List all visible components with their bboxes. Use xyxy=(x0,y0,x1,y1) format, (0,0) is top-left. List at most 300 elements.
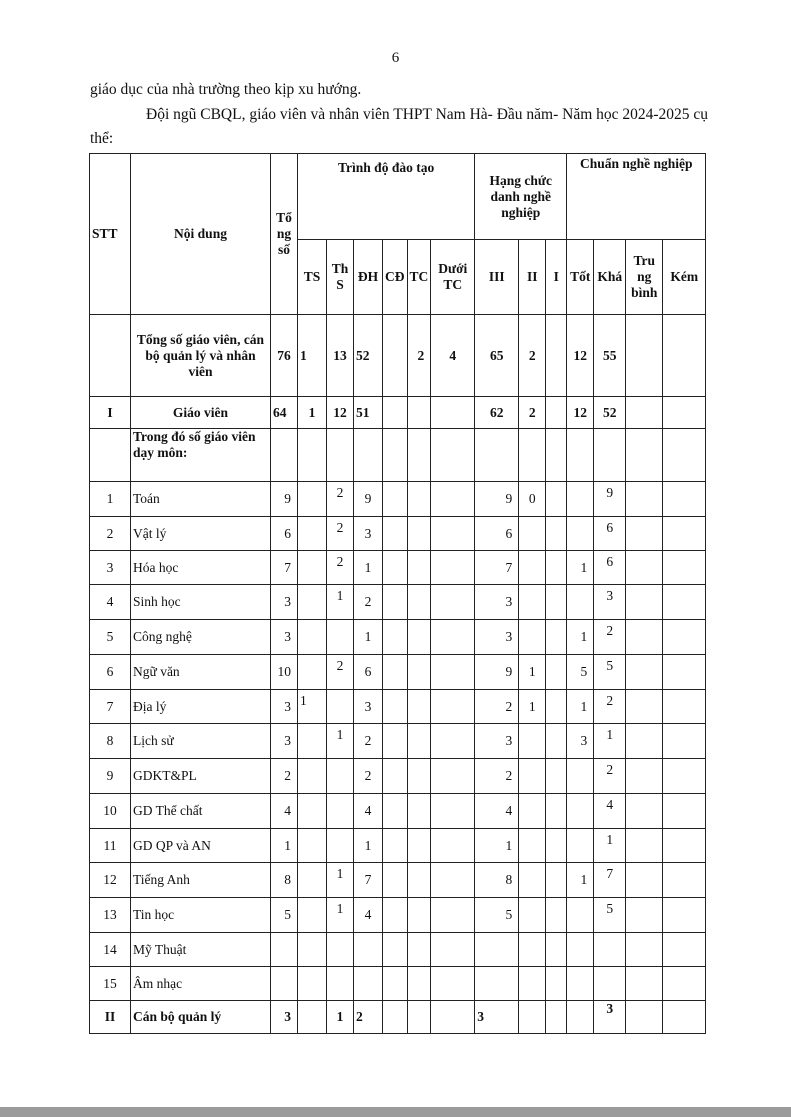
cell-stt: 10 xyxy=(90,794,131,829)
summary-fair: 55 xyxy=(594,315,626,397)
cell-total: 7 xyxy=(271,551,298,585)
cell-total: 2 xyxy=(271,759,298,794)
cell-dh: 1 xyxy=(354,551,383,585)
cell-stt: 13 xyxy=(90,898,131,933)
cell-ths: 2 xyxy=(327,482,354,517)
cell-r2 xyxy=(519,551,546,585)
cell-r3: 2 xyxy=(475,690,519,724)
cell-r3: 9 xyxy=(475,655,519,690)
header-tc: TC xyxy=(407,240,431,315)
managers-ts xyxy=(298,1001,327,1034)
table-row xyxy=(90,724,706,759)
cell-weak xyxy=(663,933,706,967)
teachers-dh: 51 xyxy=(354,397,383,429)
summary-ts: 1 xyxy=(298,315,327,397)
teachers-label: Giáo viên xyxy=(131,397,271,429)
cell-tc xyxy=(407,585,431,620)
header-good: Tốt xyxy=(567,240,594,315)
cell-r1 xyxy=(546,863,567,898)
cell-ths xyxy=(327,829,354,863)
managers-weak xyxy=(663,1001,706,1034)
cell-fair: 3 xyxy=(594,585,626,620)
cell-cd xyxy=(383,863,408,898)
table-row xyxy=(90,482,706,517)
cell-r3: 3 xyxy=(475,724,519,759)
cell-cd xyxy=(383,898,408,933)
cell-stt: 9 xyxy=(90,759,131,794)
cell-ths xyxy=(327,967,354,1001)
header-rank-group: Hạng chức danh nghề nghiệp xyxy=(475,154,567,240)
cell-dh xyxy=(354,933,383,967)
cell-weak xyxy=(663,829,706,863)
cell-tc xyxy=(407,551,431,585)
cell-stt: 2 xyxy=(90,517,131,551)
cell-tc xyxy=(407,620,431,655)
cell-ths: 1 xyxy=(327,585,354,620)
cell-ts xyxy=(298,863,327,898)
cell-r2: 1 xyxy=(519,655,546,690)
cell-r3 xyxy=(475,967,519,1001)
summary-dh: 52 xyxy=(354,315,383,397)
cell-total: 3 xyxy=(271,585,298,620)
cell-weak xyxy=(663,482,706,517)
cell-below-tc xyxy=(431,620,475,655)
table-row xyxy=(90,585,706,620)
header-stt: STT xyxy=(90,154,131,315)
cell-good: 1 xyxy=(567,863,594,898)
cell-cd xyxy=(383,517,408,551)
cell-fair: 2 xyxy=(594,620,626,655)
cell-cd xyxy=(383,620,408,655)
cell-name: Công nghệ xyxy=(131,620,271,655)
cell-ts xyxy=(298,724,327,759)
cell-name: GD QP và AN xyxy=(131,829,271,863)
table-row xyxy=(90,655,706,690)
cell-r1 xyxy=(546,898,567,933)
cell-cd xyxy=(383,482,408,517)
cell-name: Âm nhạc xyxy=(131,967,271,1001)
cell-fair: 2 xyxy=(594,759,626,794)
managers-avg xyxy=(626,1001,663,1034)
cell-fair: 6 xyxy=(594,517,626,551)
cell-name: Lịch sử xyxy=(131,724,271,759)
cell-avg xyxy=(626,655,663,690)
teachers-rank-2: 2 xyxy=(519,397,546,429)
teachers-fair: 52 xyxy=(594,397,626,429)
cell-fair: 2 xyxy=(594,690,626,724)
table-row xyxy=(90,690,706,724)
cell-stt: 14 xyxy=(90,933,131,967)
cell-avg xyxy=(626,620,663,655)
cell-ts xyxy=(298,517,327,551)
cell-avg xyxy=(626,759,663,794)
cell-r1 xyxy=(546,724,567,759)
cell-below-tc xyxy=(431,759,475,794)
cell-r2 xyxy=(519,759,546,794)
cell-fair: 6 xyxy=(594,551,626,585)
subject-intro: Trong đó số giáo viên dạy môn: xyxy=(131,429,271,482)
cell-r2 xyxy=(519,967,546,1001)
cell-avg xyxy=(626,829,663,863)
cell-total: 4 xyxy=(271,794,298,829)
header-cd: CĐ xyxy=(383,240,408,315)
cell-below-tc xyxy=(431,517,475,551)
cell-r1 xyxy=(546,759,567,794)
cell-below-tc xyxy=(431,863,475,898)
managers-dh: 2 xyxy=(354,1001,383,1034)
summary-rank-3: 65 xyxy=(475,315,519,397)
cell-r2 xyxy=(519,724,546,759)
cell-stt: 7 xyxy=(90,690,131,724)
cell-good xyxy=(567,967,594,1001)
cell-r1 xyxy=(546,655,567,690)
cell-good: 1 xyxy=(567,620,594,655)
table-row xyxy=(90,759,706,794)
cell-name: Ngữ văn xyxy=(131,655,271,690)
cell-cd xyxy=(383,690,408,724)
cell-tc xyxy=(407,933,431,967)
cell-stt: 8 xyxy=(90,724,131,759)
cell-below-tc xyxy=(431,967,475,1001)
header-rank-1: I xyxy=(546,240,567,315)
summary-weak xyxy=(663,315,706,397)
managers-rank-2 xyxy=(519,1001,546,1034)
cell-tc xyxy=(407,517,431,551)
cell-tc xyxy=(407,690,431,724)
cell-ts xyxy=(298,585,327,620)
table-row xyxy=(90,829,706,863)
teachers-below-tc xyxy=(431,397,475,429)
cell-ths: 2 xyxy=(327,517,354,551)
cell-tc xyxy=(407,967,431,1001)
cell-avg xyxy=(626,898,663,933)
managers-rank-1 xyxy=(546,1001,567,1034)
cell-weak xyxy=(663,724,706,759)
cell-r1 xyxy=(546,794,567,829)
cell-ts xyxy=(298,898,327,933)
cell-good xyxy=(567,517,594,551)
cell-stt: 1 xyxy=(90,482,131,517)
cell-dh xyxy=(354,967,383,1001)
header-training-group: Trình độ đào tạo xyxy=(298,154,475,240)
cell-tc xyxy=(407,898,431,933)
cell-cd xyxy=(383,829,408,863)
cell-weak xyxy=(663,585,706,620)
summary-label: Tổng số giáo viên, cán bộ quản lý và nhân viên xyxy=(131,315,271,397)
cell-weak xyxy=(663,794,706,829)
cell-good xyxy=(567,482,594,517)
table-row xyxy=(90,551,706,585)
cell-dh: 4 xyxy=(354,794,383,829)
cell-r2 xyxy=(519,585,546,620)
summary-rank-2: 2 xyxy=(519,315,546,397)
cell-dh: 9 xyxy=(354,482,383,517)
cell-below-tc xyxy=(431,829,475,863)
cell-total: 6 xyxy=(271,517,298,551)
cell-fair: 9 xyxy=(594,482,626,517)
cell-tc xyxy=(407,829,431,863)
cell-r3: 4 xyxy=(475,794,519,829)
cell-r3: 8 xyxy=(475,863,519,898)
cell-weak xyxy=(663,863,706,898)
header-below-tc: Dưới TC xyxy=(431,240,475,315)
cell-weak xyxy=(663,898,706,933)
cell-below-tc xyxy=(431,690,475,724)
cell-dh: 6 xyxy=(354,655,383,690)
summary-below-tc: 4 xyxy=(431,315,475,397)
managers-ths: 1 xyxy=(327,1001,354,1034)
managers-total: 3 xyxy=(271,1001,298,1034)
cell-total: 3 xyxy=(271,620,298,655)
cell-stt: 5 xyxy=(90,620,131,655)
cell-fair: 7 xyxy=(594,863,626,898)
summary-row xyxy=(90,315,706,397)
header-total: Tổ ng số xyxy=(271,154,298,315)
table-row xyxy=(90,898,706,933)
cell-r2: 1 xyxy=(519,690,546,724)
header-standard-group: Chuẩn nghề nghiệp xyxy=(567,154,706,240)
cell-r1 xyxy=(546,933,567,967)
cell-below-tc xyxy=(431,933,475,967)
cell-total xyxy=(271,933,298,967)
cell-fair xyxy=(594,967,626,1001)
cell-dh: 3 xyxy=(354,517,383,551)
cell-ths xyxy=(327,933,354,967)
cell-weak xyxy=(663,655,706,690)
cell-fair xyxy=(594,933,626,967)
header-rank-3: III xyxy=(475,240,519,315)
cell-ts xyxy=(298,759,327,794)
cell-ths: 2 xyxy=(327,655,354,690)
cell-below-tc xyxy=(431,655,475,690)
subject-rows xyxy=(90,482,706,1001)
cell-tc xyxy=(407,482,431,517)
cell-r2 xyxy=(519,620,546,655)
cell-name: Mỹ Thuật xyxy=(131,933,271,967)
cell-weak xyxy=(663,517,706,551)
managers-fair: 3 xyxy=(594,1001,626,1034)
cell-dh: 1 xyxy=(354,620,383,655)
teachers-weak xyxy=(663,397,706,429)
cell-weak xyxy=(663,620,706,655)
cell-below-tc xyxy=(431,585,475,620)
cell-stt: 15 xyxy=(90,967,131,1001)
header-ths: Th S xyxy=(327,240,354,315)
cell-r3: 1 xyxy=(475,829,519,863)
cell-name: GDKT&PL xyxy=(131,759,271,794)
cell-ts xyxy=(298,655,327,690)
cell-good: 5 xyxy=(567,655,594,690)
cell-ts xyxy=(298,967,327,1001)
cell-tc xyxy=(407,724,431,759)
cell-good xyxy=(567,898,594,933)
table-row xyxy=(90,794,706,829)
table-row xyxy=(90,620,706,655)
cell-ts xyxy=(298,933,327,967)
header-dh: ĐH xyxy=(354,240,383,315)
cell-ths: 1 xyxy=(327,898,354,933)
cell-r1 xyxy=(546,551,567,585)
cell-cd xyxy=(383,724,408,759)
cell-cd xyxy=(383,551,408,585)
cell-total: 8 xyxy=(271,863,298,898)
cell-good: 3 xyxy=(567,724,594,759)
managers-stt: II xyxy=(90,1001,131,1034)
summary-tc: 2 xyxy=(407,315,431,397)
cell-total: 1 xyxy=(271,829,298,863)
cell-name: Toán xyxy=(131,482,271,517)
cell-r3: 9 xyxy=(475,482,519,517)
cell-r2 xyxy=(519,933,546,967)
summary-avg xyxy=(626,315,663,397)
cell-r1 xyxy=(546,690,567,724)
cell-ts: 1 xyxy=(298,690,327,724)
cell-good xyxy=(567,585,594,620)
cell-fair: 1 xyxy=(594,829,626,863)
cell-name: Hóa học xyxy=(131,551,271,585)
cell-r1 xyxy=(546,829,567,863)
teachers-good: 12 xyxy=(567,397,594,429)
cell-tc xyxy=(407,794,431,829)
cell-avg xyxy=(626,967,663,1001)
intro-line: giáo dục của nhà trường theo kịp xu hướng. xyxy=(90,81,362,98)
header-rank-2: II xyxy=(519,240,546,315)
managers-label: Cán bộ quản lý xyxy=(131,1001,271,1034)
cell-fair: 5 xyxy=(594,655,626,690)
table-row xyxy=(90,967,706,1001)
cell-fair: 4 xyxy=(594,794,626,829)
cell-good xyxy=(567,759,594,794)
cell-avg xyxy=(626,863,663,898)
cell-cd xyxy=(383,933,408,967)
staff-paragraph: Đội ngũ CBQL, giáo viên và nhân viên THPT Nam Hà- Đầu năm- Năm học 2024-2025 cụ thể: xyxy=(90,106,709,147)
header-avg: Tru ng bình xyxy=(626,240,663,315)
managers-row xyxy=(90,1001,706,1034)
cell-weak xyxy=(663,759,706,794)
cell-cd xyxy=(383,655,408,690)
summary-cd xyxy=(383,315,408,397)
managers-rank-3: 3 xyxy=(475,1001,519,1034)
cell-name: Vật lý xyxy=(131,517,271,551)
cell-tc xyxy=(407,655,431,690)
cell-cd xyxy=(383,585,408,620)
cell-dh: 2 xyxy=(354,585,383,620)
managers-tc xyxy=(407,1001,431,1034)
cell-r3: 3 xyxy=(475,585,519,620)
header-fair: Khá xyxy=(594,240,626,315)
teachers-stt: I xyxy=(90,397,131,429)
cell-avg xyxy=(626,690,663,724)
cell-r1 xyxy=(546,620,567,655)
teachers-rank-3: 62 xyxy=(475,397,519,429)
cell-total: 9 xyxy=(271,482,298,517)
summary-ths: 13 xyxy=(327,315,354,397)
teachers-ts: 1 xyxy=(298,397,327,429)
cell-weak xyxy=(663,690,706,724)
cell-below-tc xyxy=(431,724,475,759)
cell-ths xyxy=(327,759,354,794)
cell-r2 xyxy=(519,794,546,829)
cell-r1 xyxy=(546,482,567,517)
cell-good: 1 xyxy=(567,690,594,724)
cell-dh: 3 xyxy=(354,690,383,724)
cell-ts xyxy=(298,620,327,655)
staff-table xyxy=(89,153,706,1034)
cell-ths: 1 xyxy=(327,724,354,759)
cell-weak xyxy=(663,551,706,585)
cell-r3: 5 xyxy=(475,898,519,933)
managers-good xyxy=(567,1001,594,1034)
cell-r2 xyxy=(519,829,546,863)
cell-weak xyxy=(663,967,706,1001)
cell-stt: 6 xyxy=(90,655,131,690)
cell-avg xyxy=(626,794,663,829)
cell-name: Địa lý xyxy=(131,690,271,724)
cell-ts xyxy=(298,829,327,863)
summary-good: 12 xyxy=(567,315,594,397)
teachers-avg xyxy=(626,397,663,429)
teachers-cd xyxy=(383,397,408,429)
table-row xyxy=(90,933,706,967)
cell-r1 xyxy=(546,967,567,1001)
scan-edge xyxy=(0,1107,791,1117)
cell-name: GD Thể chất xyxy=(131,794,271,829)
cell-below-tc xyxy=(431,551,475,585)
subject-intro-row xyxy=(90,429,706,482)
cell-total: 5 xyxy=(271,898,298,933)
cell-dh: 4 xyxy=(354,898,383,933)
teachers-total: 64 xyxy=(271,397,298,429)
header-weak: Kém xyxy=(663,240,706,315)
cell-fair: 1 xyxy=(594,724,626,759)
cell-r3: 7 xyxy=(475,551,519,585)
managers-cd xyxy=(383,1001,408,1034)
cell-avg xyxy=(626,482,663,517)
teachers-tc xyxy=(407,397,431,429)
table-row xyxy=(90,517,706,551)
cell-stt: 12 xyxy=(90,863,131,898)
cell-avg xyxy=(626,517,663,551)
cell-ts xyxy=(298,794,327,829)
page-number: 6 xyxy=(391,50,400,66)
cell-dh: 7 xyxy=(354,863,383,898)
cell-ths: 1 xyxy=(327,863,354,898)
cell-stt: 4 xyxy=(90,585,131,620)
cell-dh: 2 xyxy=(354,759,383,794)
cell-stt: 11 xyxy=(90,829,131,863)
cell-good xyxy=(567,933,594,967)
cell-avg xyxy=(626,551,663,585)
cell-name: Tin học xyxy=(131,898,271,933)
cell-r2 xyxy=(519,517,546,551)
header-content: Nội dung xyxy=(131,154,271,315)
cell-r3: 2 xyxy=(475,759,519,794)
cell-total: 3 xyxy=(271,690,298,724)
cell-r3: 6 xyxy=(475,517,519,551)
summary-rank-1 xyxy=(546,315,567,397)
cell-ths xyxy=(327,794,354,829)
cell-ths xyxy=(327,690,354,724)
cell-avg xyxy=(626,933,663,967)
header-ts: TS xyxy=(298,240,327,315)
cell-tc xyxy=(407,759,431,794)
cell-name: Sinh học xyxy=(131,585,271,620)
teachers-ths: 12 xyxy=(327,397,354,429)
cell-cd xyxy=(383,794,408,829)
cell-r2 xyxy=(519,898,546,933)
table-row xyxy=(90,863,706,898)
cell-avg xyxy=(626,585,663,620)
